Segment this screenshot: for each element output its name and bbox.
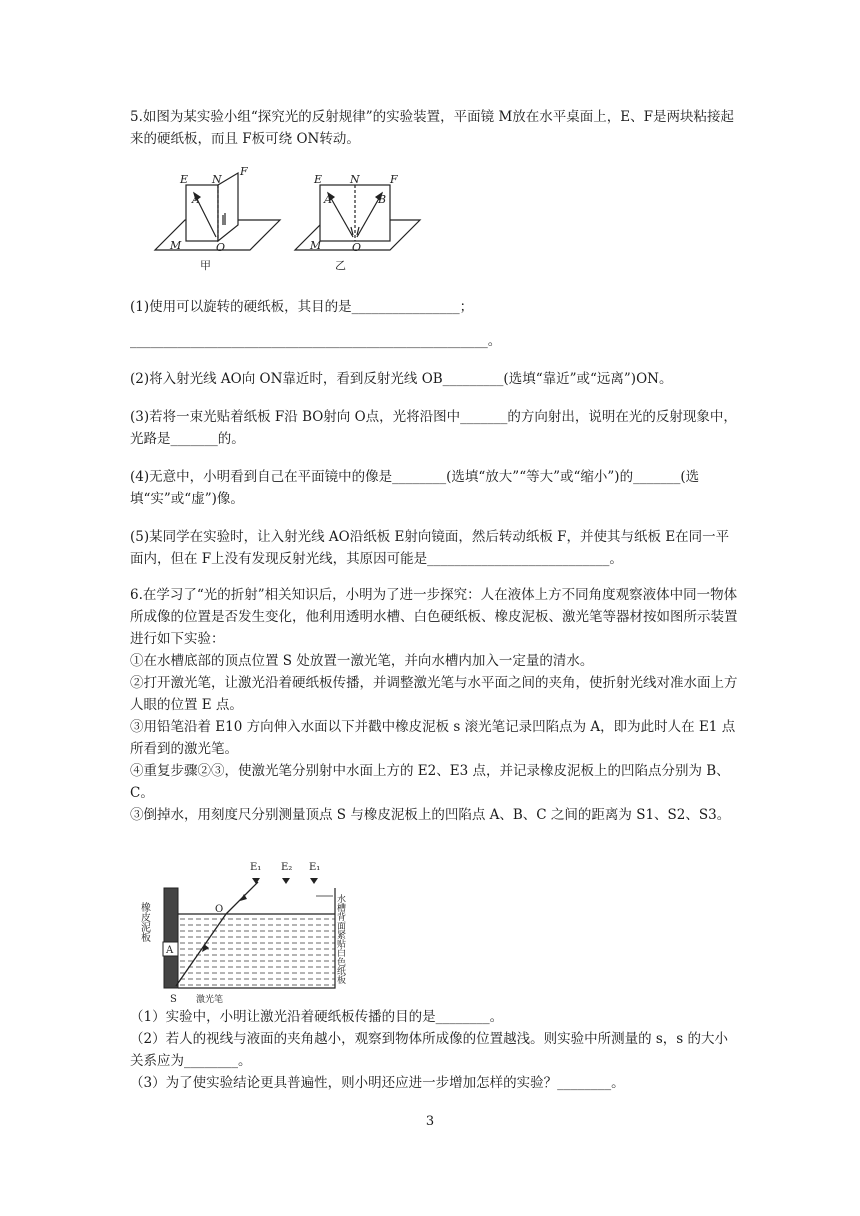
q5-sub1-line2: _____________________________________________________。: [130, 333, 502, 349]
svg-text:M: M: [170, 239, 182, 252]
q6-step-5: ③倒掉水，用刻度尺分别测量顶点 S 与橡皮泥板上的凹陷点 A、B、C 之间的距离为 S1、S2、S3。: [130, 807, 731, 823]
q6-step-3: ③用铅笔沿着 E10 方向伸入水面以下并戳中橡皮泥板 s 滚光笔记录凹陷点为 A，即为此时人在 E1 点所看到的激光笔。: [130, 719, 736, 757]
q6-step-2: ②打开激光笔，让激光沿着硬纸板传播，并调整激光笔与水平面之间的夹角，使折射光线对准水面上方人眼的位置 E 点。: [130, 675, 738, 713]
q5-sub3: (3)若将一束光贴着纸板 F沿 BO射向 O点，光将沿图中_______的方向射出，说明在光的反射现象中，光路是_______的。: [130, 409, 737, 447]
plasticine-board: [164, 888, 178, 988]
svg-text:E₂: E₂: [281, 862, 293, 873]
svg-text:乙: 乙: [335, 259, 346, 272]
svg-text:F: F: [240, 165, 248, 178]
svg-text:M: M: [310, 239, 322, 252]
q6-step-4: ④重复步骤②③，使激光笔分别射中水面上方的 E2、E3 点，并记录橡皮泥板上的凹陷点分别为 B、C。: [130, 763, 730, 801]
q6-figure: [140, 856, 380, 1006]
svg-text:E₁: E₁: [309, 862, 321, 873]
svg-text:激光笔: 激光笔: [196, 995, 224, 1005]
q6-sub2: （2）若人的视线与液面的夹角越小，观察到物体所成像的位置越浅。则实验中所测量的 s，s 的大小关系应为________。: [130, 1031, 729, 1069]
svg-text:F: F: [390, 173, 398, 186]
q5-sub2: (2)将入射光线 AO向 ON靠近时，看到反射光线 OB_________(选填“靠近”或“远离”)ON。: [130, 371, 673, 387]
q6-step-1: ①在水槽底部的顶点位置 S 处放置一激光笔，并向水槽内加入一定量的清水。: [130, 653, 594, 669]
eye-icons: [252, 878, 318, 884]
q6-intro: 6.在学习了“光的折射”相关知识后，小明为了进一步探究：人在液体上方不同角度观察液体中同一物体所成像的位置是否发生变化，他利用透明水槽、白色硬纸板、橡皮泥板、激光笔等器材按如图所示装置进行如下实验：: [130, 587, 738, 647]
svg-text:A: A: [166, 945, 174, 956]
svg-text:O: O: [352, 241, 362, 254]
svg-text:A: A: [324, 193, 332, 206]
q6-sub3: （3）为了使实验结论更具普遍性，则小明还应进一步增加怎样的实验？________。: [130, 1075, 625, 1091]
svg-text:O: O: [216, 241, 226, 254]
svg-text:O: O: [215, 904, 224, 915]
svg-text:橡皮泥板: 橡皮泥板: [138, 902, 150, 942]
q5-sub5: (5)某同学在实验时，让入射光线 AO沿纸板 E射向镜面，然后转动纸板 F，并使其与纸板 E在同一平面内，但在 F上没有发现反射光线，其原因可能是___________________________。: [130, 529, 730, 567]
q5-figure: [150, 165, 420, 280]
svg-text:B: B: [378, 193, 387, 206]
q6-sub1: （1）实验中，小明让激光沿着硬纸板传播的目的是________。: [130, 1009, 504, 1025]
svg-text:S: S: [170, 994, 177, 1005]
q5-sub4: (4)无意中，小明看到自己在平面镜中的像是________(选填“放大”“等大”或“缩小”)的_______(选填“实”或“虚”)像。: [130, 469, 700, 507]
svg-text:甲: 甲: [200, 259, 211, 272]
svg-text:A: A: [192, 193, 200, 206]
svg-text:E₁: E₁: [250, 862, 262, 873]
svg-text:E: E: [314, 173, 323, 186]
svg-text:水槽背面紧贴白色纸板: 水槽背面紧贴白色纸板: [335, 894, 345, 984]
svg-text:N: N: [350, 173, 360, 186]
svg-text:N: N: [212, 173, 222, 186]
q5-sub1-line1: (1)使用可以旋转的硬纸板，其目的是________________；: [130, 299, 474, 315]
q5-intro: 5.如图为某实验小组“探究光的反射规律”的实验装置，平面镜 M放在水平桌面上，E、F是两块粘接起来的硬纸板，而且 F板可绕 ON转动。: [130, 109, 735, 147]
page-number: 3: [425, 1114, 435, 1129]
svg-text:E: E: [180, 173, 189, 186]
